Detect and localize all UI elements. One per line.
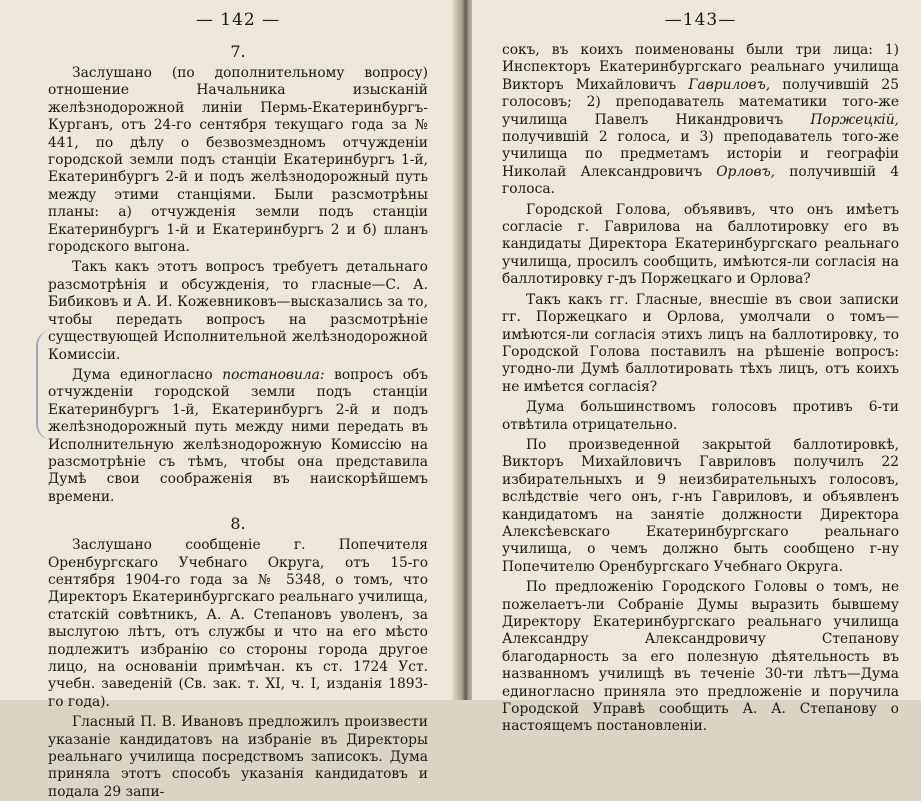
paragraph: Заслушано сообщенiе г. Попечителя Оренбургскаго Учебнаго Округа, отъ 15-го сентября 1904-го года за № 5348, о томъ, что Директоръ Екатеринбургскаго реальнаго училища, статскiй совѣтникъ, А. А. Степановъ уволенъ, за выслугою лѣтъ, отъ службы и что на его мѣсто подлежитъ избранiю со стороны города другое лицо, на основанiи примѣчан. къ ст. 1724 Уст. учебн. заведенiй (Св. зак. т. XI, ч. I, изданiя 1893-го года).	[48, 537, 428, 710]
paragraph	[48, 367, 428, 506]
section-number: 7.	[230, 42, 246, 61]
paragraph	[502, 42, 899, 199]
paragraph: По предложенiю Городского Головы о томъ, не пожелаетъ-ли Собранiе Думы выразить бывшему Директору Екатеринбургскаго реальнаго училища Александру Александровичу Степанову благодарность за его полезную дѣятельность въ названномъ училищѣ въ теченiе 30-ти лѣтъ—Дума единогласно приняла это предложенiе и поручила Городской Управѣ сообщить А. А. Степанову о настоящемъ постановленiи.	[502, 579, 899, 735]
paragraph: Такъ какъ этотъ вопросъ требуетъ детальнаго разсмотрѣнiя и обсужденiя, то гласные—С. А. Бибиковъ и А. И. Кожевниковъ—высказались за то, чтобы передать вопросъ на разсмотрѣнiе существующей Исполнительной желѣзнодорожной Комиссiи.	[48, 259, 428, 363]
pencil-mark	[36, 330, 52, 440]
page-number: — 142 —	[195, 10, 281, 30]
italic-run: постановила:	[222, 366, 325, 383]
paragraph: По произведенной закрытой баллотировкѣ, Викторъ Михайловичъ Гавриловъ получилъ 22 избирательныхъ и 9 неизбирательныхъ голосовъ, вслѣдствiе чего онъ, г-нъ Гавриловъ, и объявленъ кандидатомъ на занятiе должности Директора Алексѣевскаго Екатеринбургскаго реальнаго училища, о чемъ должно быть сообщено г-ну Попечителю Оренбургскаго Учебнаго Округа.	[502, 436, 899, 575]
paragraph: Такъ какъ гг. Гласные, внесшiе въ свои записки гг. Поржецкаго и Орлова, умолчали о томъ—имѣются-ли согласiя этихъ лицъ на баллотировку, то Городской Голова поставилъ на рѣшенiе вопросъ: угодно-ли Думѣ баллотировать тѣхъ лицъ, отъ коихъ не имѣется согласiя?	[502, 291, 899, 395]
text-run: вопросъ объ отчужденiи городской земли подъ станцiи Екатеринбургъ 1-й, Екатеринбургъ 2-й и подъ желѣзнодорожный путь между ними передать въ Исполнительную желѣзнодорожную Комиссiю на разсмотрѣнiе съ тѣмъ, чтобы она представила Думѣ свои соображенiя въ наискорѣйшемъ времени.	[48, 366, 428, 505]
italic-run: Орловъ,	[716, 163, 776, 180]
paragraph: Дума большинствомъ голосовъ противъ 6-ти отвѣтила отрицательно.	[502, 399, 899, 433]
text-run: получившiй 2 голоса, и 3) преподаватель того-же училища по предметамъ исторiи и географiи Николай Александровичъ	[502, 129, 899, 180]
paragraph: Городской Голова, объявивъ, что онъ имѣетъ согласiе г. Гаврилова на баллотировку его въ кандидаты Директора Екатеринбургскаго реальнаго училища, просилъ сообщить, имѣются-ли согласiя на баллотировку г-дъ Поржецкаго и Орлова?	[502, 201, 899, 288]
paragraph: Заслушано (по дополнительному вопросу) отношение Начальника изысканiй желѣзнодорожной линiи Пермь-Екатеринбургъ-Курганъ, отъ 24-го сентября текущаго года за № 441, по дѣлу о безвозмездномъ отчужденiи городской земли подъ станцiи Екатеринбургъ 1-й, Екатеринбургъ 2-й и подъ желѣзнодорожный путь между этими станцiями. Были разсмотрѣны планы: а) отчужденiя земли подъ станцiи Екатеринбургъ 1-й и Екатеринбургъ 2 и б) планъ городского выгона.	[48, 65, 428, 256]
italic-run: Поржецкiй,	[810, 111, 899, 128]
text-run: получившiй 4 голоса.	[502, 163, 899, 198]
left-page	[0, 0, 458, 800]
text-run: сокъ, въ коихъ поименованы были три лица: 1) Инспекторъ Екатеринбургскаго реальнаго училища Викторъ Михайловичъ	[502, 42, 899, 93]
right-page	[472, 0, 921, 735]
paragraph: Гласный П. В. Ивановъ предложилъ произвести указанiе кандидатовъ на избранiе въ Директоры реальнаго училища посредствомъ записокъ. Дума приняла этотъ способъ указанiя кандидатовъ и подала 29 запи-	[48, 714, 428, 800]
page-number: —143—	[664, 10, 737, 30]
italic-run: Гавриловъ,	[688, 76, 771, 93]
text-run: получившiй 25 голосовъ; 2) преподаватель математики того-же училища Павелъ Никандровичъ	[502, 76, 899, 128]
text-run: Дума единогласно	[72, 366, 223, 383]
section-number: 8.	[230, 514, 246, 534]
